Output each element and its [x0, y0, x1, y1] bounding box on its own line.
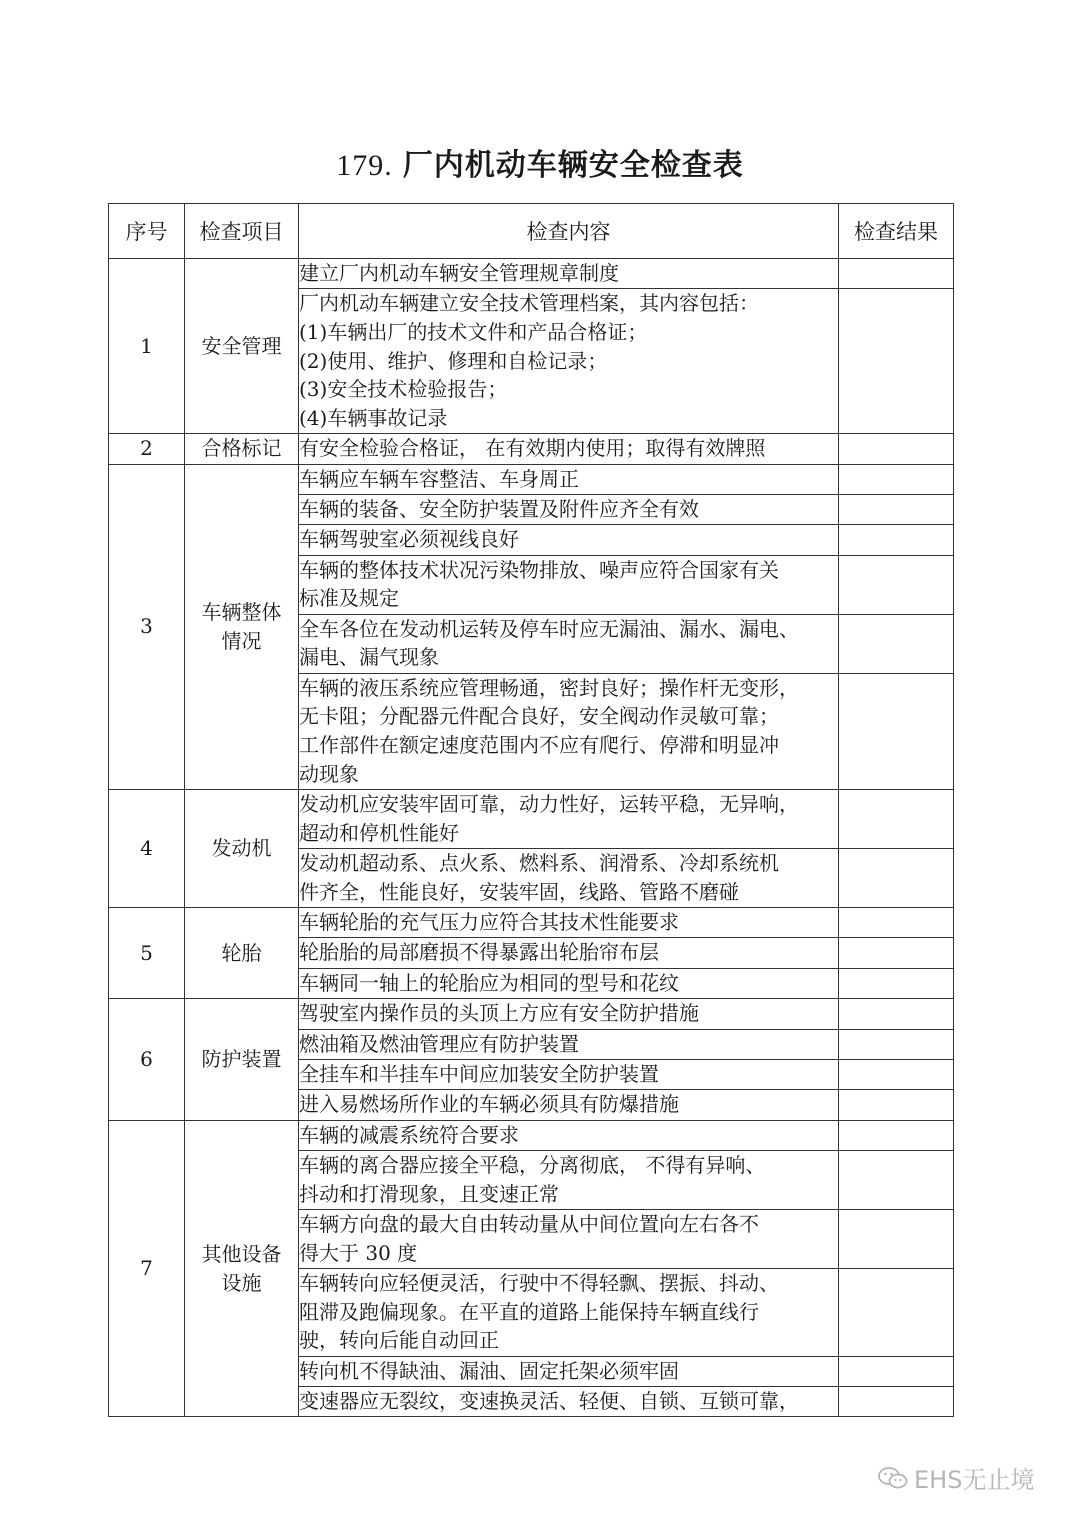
- header-seq: 序号: [109, 204, 185, 259]
- row-check-result[interactable]: [839, 848, 954, 907]
- row-check-content: 车辆应车辆车容整洁、车身周正: [299, 464, 839, 494]
- row-check-content: 车辆的液压系统应管理畅通，密封良好；操作杆无变形， 无卡阻；分配器元件配合良好，安全阀动作灵敏可靠； 工作部件在额定速度范围内不应有爬行、停滞和明显冲 动现象: [299, 673, 839, 789]
- row-seq: 6: [109, 999, 185, 1121]
- row-check-result[interactable]: [839, 494, 954, 524]
- row-seq: 7: [109, 1120, 185, 1417]
- table-row: [109, 907, 954, 937]
- table-row: [109, 259, 954, 289]
- row-check-content: 厂内机动车辆建立安全技术管理档案，其内容包括： (1)车辆出厂的技术文件和产品合格证； (2)使用、维护、修理和自检记录； (3)安全技术检验报告； (4)车辆事故记录: [299, 289, 839, 434]
- row-check-result[interactable]: [839, 1029, 954, 1059]
- watermark: [878, 1460, 1034, 1495]
- row-check-content: 全挂车和半挂车中间应加装安全防护装置: [299, 1059, 839, 1089]
- row-check-content: 车辆的装备、安全防护装置及附件应齐全有效: [299, 494, 839, 524]
- row-check-content: 转向机不得缺油、漏油、固定托架必须牢固: [299, 1356, 839, 1386]
- row-check-result[interactable]: [839, 614, 954, 673]
- table-row: [109, 999, 954, 1029]
- row-check-item: 安全管理: [185, 259, 299, 434]
- row-check-result[interactable]: [839, 1387, 954, 1417]
- row-check-result[interactable]: [839, 999, 954, 1029]
- table-body: [109, 259, 954, 1417]
- row-check-content: 驾驶室内操作员的头顶上方应有安全防护措施: [299, 999, 839, 1029]
- row-check-content: 车辆同一轴上的轮胎应为相同的型号和花纹: [299, 968, 839, 998]
- row-seq: 2: [109, 434, 185, 464]
- row-check-item: 车辆整体 情况: [185, 464, 299, 789]
- row-check-result[interactable]: [839, 555, 954, 614]
- row-check-content: 全车各位在发动机运转及停车时应无漏油、漏水、漏电、 漏电、漏气现象: [299, 614, 839, 673]
- row-check-content: 车辆方向盘的最大自由转动量从中间位置向左右各不 得大于 30 度: [299, 1210, 839, 1269]
- title-text: 厂内机动车辆安全检查表: [402, 148, 744, 183]
- row-check-result[interactable]: [839, 968, 954, 998]
- row-check-item: 合格标记: [185, 434, 299, 464]
- row-check-result[interactable]: [839, 259, 954, 289]
- row-check-result[interactable]: [839, 464, 954, 494]
- row-check-content: 车辆的整体技术状况污染物排放、噪声应符合国家有关 标准及规定: [299, 555, 839, 614]
- checklist-table: [108, 203, 954, 1417]
- header-item: 检查项目: [185, 204, 299, 259]
- wechat-icon: [878, 1466, 908, 1490]
- row-seq: 4: [109, 789, 185, 907]
- row-check-result[interactable]: [839, 673, 954, 789]
- header-result: 检查结果: [839, 204, 954, 259]
- row-check-item: 轮胎: [185, 907, 299, 998]
- row-check-content: 车辆的减震系统符合要求: [299, 1120, 839, 1150]
- row-check-item: 发动机: [185, 789, 299, 907]
- header-content: 检查内容: [299, 204, 839, 259]
- row-check-result[interactable]: [839, 1090, 954, 1120]
- row-check-content: 变速器应无裂纹，变速换灵活、轻便、自锁、互锁可靠，: [299, 1387, 839, 1417]
- row-check-result[interactable]: [839, 289, 954, 434]
- row-check-result[interactable]: [839, 1059, 954, 1089]
- row-check-content: 进入易燃场所作业的车辆必须具有防爆措施: [299, 1090, 839, 1120]
- row-check-content: 车辆驾驶室必须视线良好: [299, 525, 839, 555]
- row-check-content: 有安全检验合格证， 在有效期内使用；取得有效牌照: [299, 434, 839, 464]
- row-check-result[interactable]: [839, 938, 954, 968]
- row-check-result[interactable]: [839, 434, 954, 464]
- row-seq: 5: [109, 907, 185, 998]
- row-check-result[interactable]: [839, 1269, 954, 1357]
- row-check-result[interactable]: [839, 1210, 954, 1269]
- row-check-content: 轮胎胎的局部磨损不得暴露出轮胎帘布层: [299, 938, 839, 968]
- row-check-result[interactable]: [839, 789, 954, 848]
- watermark-text: EHS无止境: [914, 1466, 1035, 1494]
- table-row: [109, 1120, 954, 1150]
- row-seq: 1: [109, 259, 185, 434]
- row-check-item: 其他设备 设施: [185, 1120, 299, 1417]
- row-check-content: 发动机应安装牢固可靠，动力性好，运转平稳，无异响， 超动和停机性能好: [299, 789, 839, 848]
- table-row: [109, 464, 954, 494]
- row-check-content: 车辆轮胎的充气压力应符合其技术性能要求: [299, 907, 839, 937]
- row-check-content: 建立厂内机动车辆安全管理规章制度: [299, 259, 839, 289]
- row-check-result[interactable]: [839, 1151, 954, 1210]
- row-check-result[interactable]: [839, 525, 954, 555]
- row-seq: 3: [109, 464, 185, 789]
- row-check-content: 发动机超动系、点火系、燃料系、润滑系、冷却系统机 件齐全，性能良好，安装牢固，线路、管路不磨碰: [299, 848, 839, 907]
- row-check-content: 车辆转向应轻便灵活，行驶中不得轻飘、摆振、抖动、 阻滞及跑偏现象。在平直的道路上能保持车辆直线行 驶，转向后能自动回正: [299, 1269, 839, 1357]
- row-check-content: 车辆的离合器应接全平稳，分离彻底， 不得有异响、 抖动和打滑现象，且变速正常: [299, 1151, 839, 1210]
- table-row: [109, 434, 954, 464]
- row-check-result[interactable]: [839, 1356, 954, 1386]
- row-check-result[interactable]: [839, 907, 954, 937]
- header-row: [109, 204, 954, 259]
- row-check-content: 燃油箱及燃油管理应有防护装置: [299, 1029, 839, 1059]
- table-row: [109, 789, 954, 848]
- title-number: 179.: [336, 149, 393, 182]
- row-check-item: 防护装置: [185, 999, 299, 1121]
- page-title: [0, 140, 1080, 184]
- row-check-result[interactable]: [839, 1120, 954, 1150]
